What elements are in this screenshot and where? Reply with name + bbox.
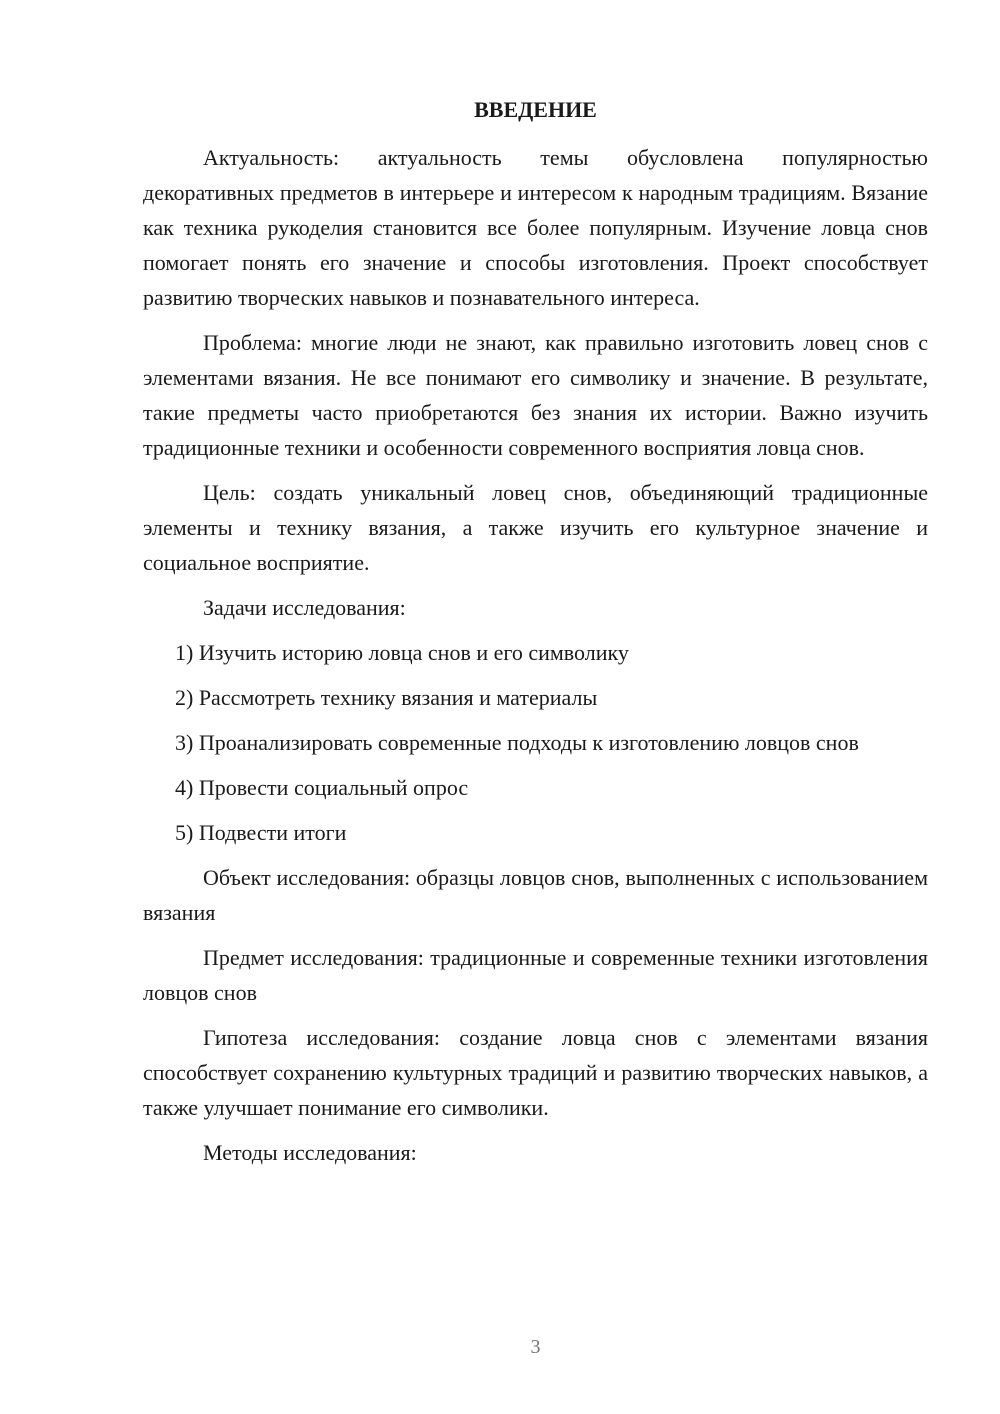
problem-paragraph: Проблема: многие люди не знают, как правильно изготовить ловец снов с элементами вязания. Не все понимают его символику и значение. В результате, такие предметы часто приобретаются без знания их истории. Важно изучить традиционные техники и особенности современного восприятия ловца снов. xyxy=(143,330,928,460)
goal-paragraph: Цель: создать уникальный ловец снов, объединяющий традиционные элементы и технику вязания, а также изучить его культурное значение и социальное восприятие. xyxy=(143,480,928,575)
task-item: 3) Проанализировать современные подходы к изготовлению ловцов снов xyxy=(175,730,859,755)
object-paragraph: Объект исследования: образцы ловцов снов, выполненных с использованием вязания xyxy=(143,865,928,925)
task-item: 4) Провести социальный опрос xyxy=(175,775,469,800)
page-title: ВВЕДЕНИЕ xyxy=(474,97,597,122)
task-item: 2) Рассмотреть технику вязания и материалы xyxy=(175,685,598,710)
tasks-heading: Задачи исследования: xyxy=(203,595,406,620)
hypothesis-paragraph: Гипотеза исследования: создание ловца снов с элементами вязания способствует сохранению культурных традиций и развитию творческих навыков, а также улучшает понимание его символики. xyxy=(143,1025,928,1120)
task-item: 5) Подвести итоги xyxy=(175,820,347,845)
methods-heading: Методы исследования: xyxy=(203,1140,417,1165)
relevance-paragraph: Актуальность: актуальность темы обусловлена популярностью декоративных предметов в интерьере и интересом к народным традициям. Вязание как техника рукоделия становится все более популярным. Изучение ловца снов помогает понять его значение и способы изготовления. Проект способствует развитию творческих навыков и познавательного интереса. xyxy=(143,145,928,310)
document-body xyxy=(143,140,928,1180)
subject-paragraph: Предмет исследования: традиционные и современные техники изготовления ловцов снов xyxy=(143,945,928,1005)
page-number: 3 xyxy=(530,1336,541,1358)
task-item: 1) Изучить историю ловца снов и его символику xyxy=(175,640,629,665)
document-page xyxy=(143,0,928,1414)
